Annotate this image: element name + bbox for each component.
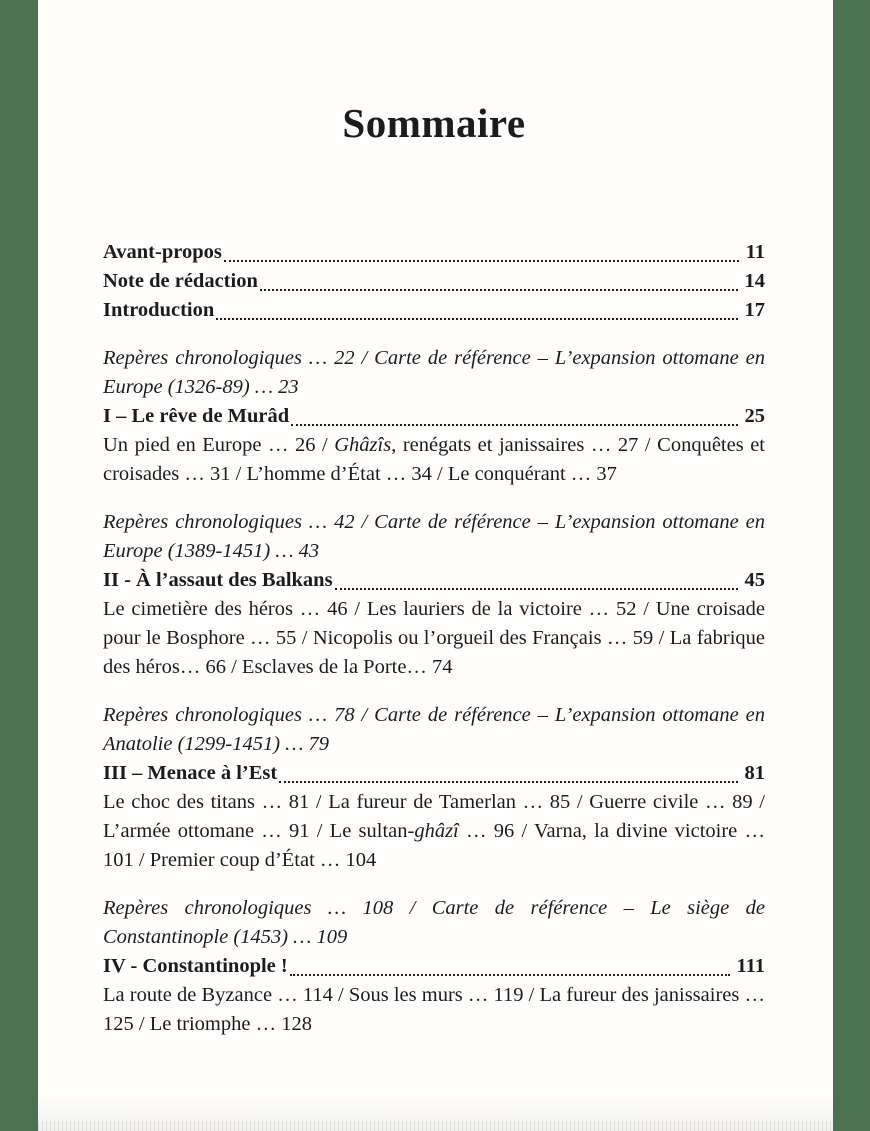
- dot-leader: [335, 588, 738, 590]
- dot-leader: [291, 424, 737, 426]
- toc-entry-label: Introduction: [103, 299, 215, 321]
- chapter-label: III – Menace à l’Est: [103, 762, 278, 784]
- chapter-label: II - À l’assaut des Balkans: [103, 569, 333, 591]
- dot-leader: [216, 318, 737, 320]
- toc-entry-page-number: 17: [744, 299, 765, 321]
- chapter-subitems: La route de Byzance … 114 / Sous les murs … 119 / La fureur des janissaires … 125 / Le triomphe … 128: [103, 984, 765, 1035]
- toc-entry-label: Avant-propos: [103, 241, 222, 263]
- reperes-line: Repères chronologiques … 42 / Carte de référence – L’expansion ottomane en Europe (1389-1451) … 43: [103, 511, 765, 562]
- chapter-label: I – Le rêve de Murâd: [103, 405, 290, 427]
- chapter-page-number: 81: [744, 762, 765, 784]
- toc-entry-page-number: 14: [744, 270, 765, 292]
- dot-leader: [290, 974, 730, 976]
- dot-leader: [279, 781, 737, 783]
- chapter-page-number: 25: [744, 405, 765, 427]
- reperes-line: Repères chronologiques … 78 / Carte de référence – L’expansion ottomane en Anatolie (1299-1451) … 79: [103, 704, 765, 755]
- dot-leader: [224, 260, 739, 262]
- chapter-subitems: Le choc des titans … 81 / La fureur de Tamerlan … 85 / Guerre civile … 89 / L’armée ottomane … 91 / Le sultan-ghâzî … 96 / Varna, la divine victoire … 101 / Premier coup d’État … 104: [103, 791, 765, 871]
- book-page: [38, 0, 833, 1131]
- chapter-entry-1: [103, 402, 765, 431]
- toc-entry-label: Note de rédaction: [103, 270, 258, 292]
- toc-section-2: [103, 508, 765, 682]
- chapter-entry-4: [103, 952, 765, 981]
- toc-entry-page-number: 11: [745, 241, 765, 263]
- dot-leader: [260, 289, 738, 291]
- chapter-entry-2: [103, 566, 765, 595]
- chapter-subitems: Un pied en Europe … 26 / Ghâzîs, renégats et janissaires … 27 / Conquêtes et croisades … 31 / L’homme d’État … 34 / Le conquérant … 37: [103, 434, 765, 485]
- chapter-label: IV - Constantinople !: [103, 955, 288, 977]
- toc-section-1: [103, 344, 765, 489]
- front-matter-list: [103, 238, 765, 325]
- reperes-line: Repères chronologiques … 22 / Carte de référence – L’expansion ottomane en Europe (1326-89) … 23: [103, 347, 765, 398]
- toc-entry-introduction: [103, 296, 765, 325]
- toc-entry-note-de-redaction: [103, 267, 765, 296]
- toc-section-3: [103, 701, 765, 875]
- page-title: Sommaire: [342, 100, 526, 146]
- reperes-line: Repères chronologiques … 108 / Carte de référence – Le siège de Constantinople (1453) … 109: [103, 897, 765, 948]
- toc-section-4: [103, 894, 765, 1039]
- chapter-subitems: Le cimetière des héros … 46 / Les lauriers de la victoire … 52 / Une croisade pour le Bosphore … 55 / Nicopolis ou l’orgueil des Français … 59 / La fabrique des héros… 66 / Esclaves de la Porte… 74: [103, 598, 765, 678]
- chapter-entry-3: [103, 759, 765, 788]
- toc-entry-avant-propos: [103, 238, 765, 267]
- chapter-page-number: 111: [736, 955, 765, 977]
- chapter-page-number: 45: [744, 569, 765, 591]
- page-content: [38, 100, 833, 1039]
- table-of-contents: [103, 238, 765, 1039]
